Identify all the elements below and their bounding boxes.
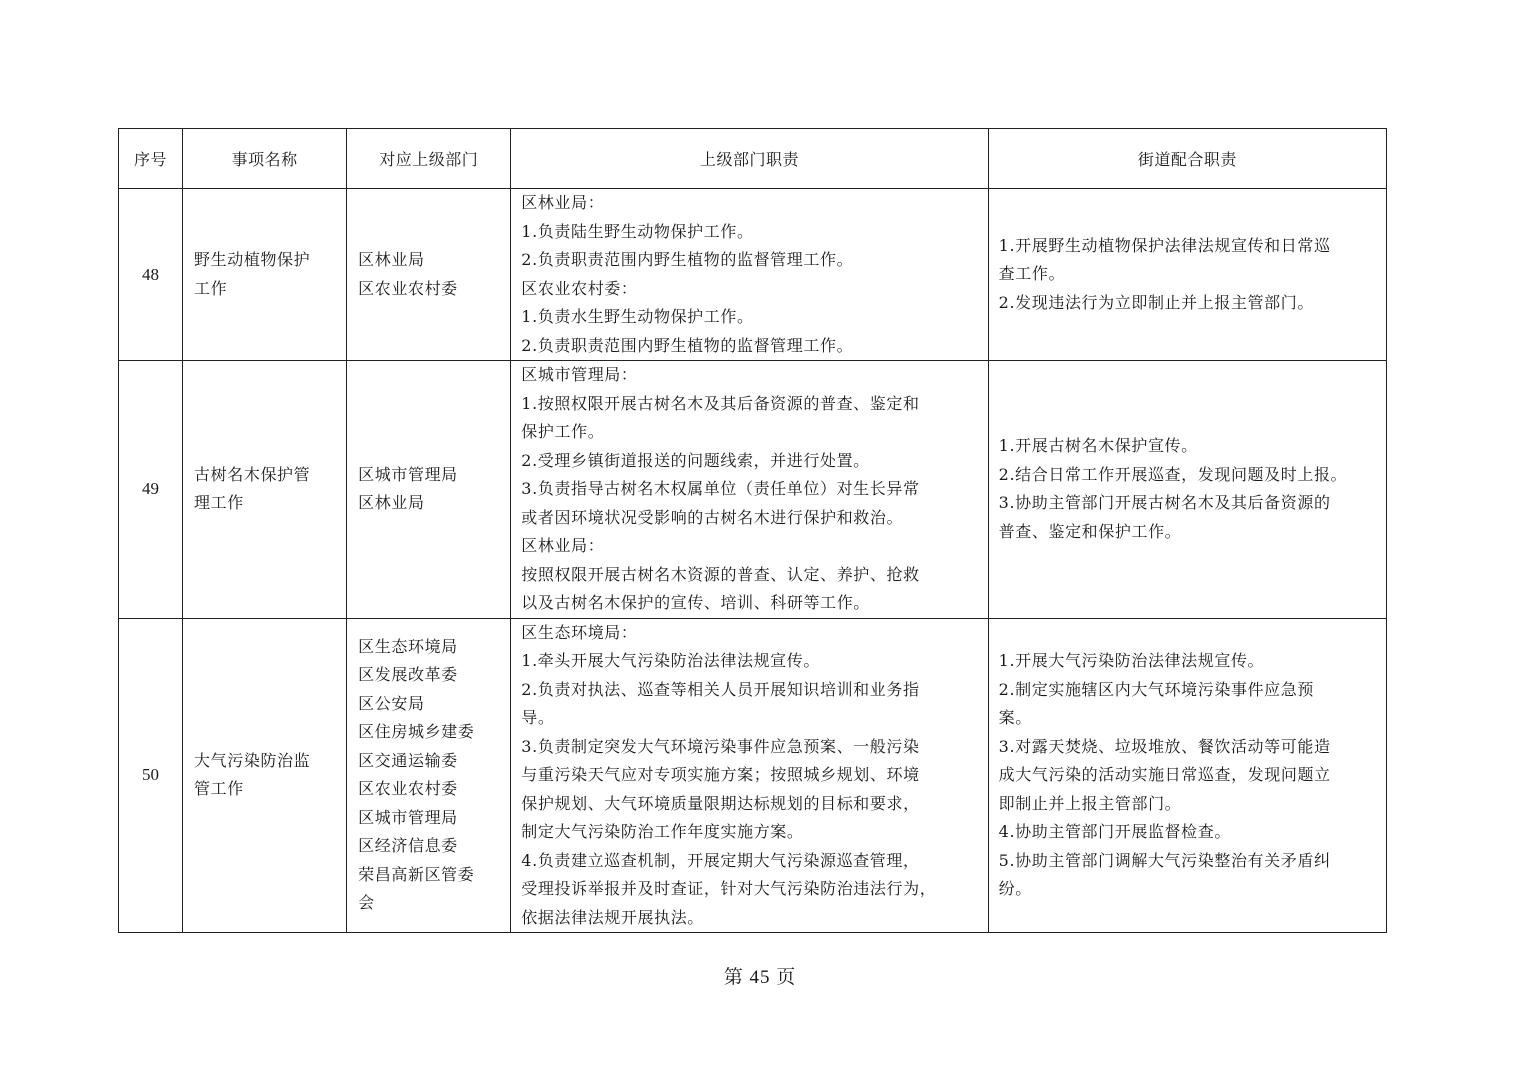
text-line: 纷。 (998, 879, 1032, 898)
text-line: 区生态环境局： (521, 622, 638, 642)
text-line: 区农业农村委 (358, 278, 458, 298)
text-line: 古树名木保护管 (194, 464, 311, 484)
text-line: 区交通运输委 (358, 750, 458, 770)
text-line: 理工作 (194, 493, 244, 513)
header-item-name: 事项名称 (183, 129, 347, 189)
text-line: 保护工作。 (521, 422, 605, 441)
row-superior-duty (511, 618, 988, 933)
text-line: 区生态环境局 (358, 636, 458, 656)
text-line: 大气污染防治监 (194, 750, 311, 770)
row-seq: 50 (119, 618, 183, 933)
text-line: 管工作 (194, 779, 244, 799)
text-line: 导。 (521, 708, 555, 727)
text-line: 4.负责建立巡查机制，开展定期大气污染源巡查管理， (521, 850, 920, 870)
text-line: 即制止并上报主管部门。 (998, 793, 1182, 813)
text-line: 受理投诉举报并及时查证，针对大气污染防治违法行为， (521, 879, 937, 898)
text-line: 区发展改革委 (358, 665, 458, 685)
text-line: 保护规划、大气环境质量限期达标规划的目标和要求， (521, 793, 920, 813)
text-line: 查工作。 (998, 264, 1066, 284)
text-line: 5.协助主管部门调解大气污染整治有关矛盾纠 (998, 850, 1331, 870)
text-line: 2.受理乡镇街道报送的问题线索，并进行处置。 (521, 450, 870, 470)
text-line: 野生动植物保护 (194, 250, 311, 269)
row-superior-dept (347, 361, 511, 619)
row-superior-dept (347, 618, 511, 933)
text-line: 2.负责职责范围内野生植物的监督管理工作。 (521, 250, 854, 269)
text-line: 3.对露天焚烧、垃圾堆放、餐饮活动等可能造 (998, 736, 1331, 756)
row-item-name (183, 189, 347, 361)
text-line: 区城市管理局 (358, 464, 458, 484)
text-line: 以及古树名木保护的宣传、培训、科研等工作。 (521, 593, 870, 612)
text-line: 2.制定实施辖区内大气环境污染事件应急预 (998, 679, 1314, 699)
row-street-duty (988, 618, 1386, 933)
text-line: 依据法律法规开展执法。 (521, 907, 704, 927)
text-line: 3.负责制定突发大气环境污染事件应急预案、一般污染 (521, 736, 920, 756)
text-line: 1.开展野生动植物保护法律法规宣传和日常巡 (998, 235, 1331, 255)
text-line: 区住房城乡建委 (358, 722, 475, 742)
text-line: 4.协助主管部门开展监督检查。 (998, 822, 1231, 841)
text-line: 2.结合日常工作开展巡查，发现问题及时上报。 (998, 464, 1348, 484)
text-line: 1.按照权限开展古树名木及其后备资源的普查、鉴定和 (521, 393, 920, 413)
text-line: 区经济信息委 (358, 836, 458, 856)
row-superior-dept (347, 189, 511, 361)
text-line: 会 (358, 893, 375, 913)
text-line: 3.负责指导古树名木权属单位（责任单位）对生长异常 (521, 479, 920, 498)
text-line: 1.负责水生野生动物保护工作。 (521, 307, 754, 326)
text-line: 1.负责陆生野生动物保护工作。 (521, 221, 754, 241)
header-row (119, 129, 1387, 189)
text-line: 区城市管理局 (358, 807, 458, 827)
header-superior-duty: 上级部门职责 (511, 129, 988, 189)
text-line: 区城市管理局： (521, 365, 638, 384)
text-line: 区公安局 (358, 693, 425, 713)
text-line: 3.协助主管部门开展古树名木及其后备资源的 (998, 493, 1331, 513)
row-street-duty (988, 361, 1386, 619)
text-line: 工作 (194, 278, 228, 298)
table-header (119, 129, 1387, 189)
responsibility-table (118, 128, 1387, 933)
text-line: 荣昌高新区管委 (358, 864, 475, 884)
row-item-name (183, 618, 347, 933)
table-row (119, 189, 1387, 361)
row-superior-duty (511, 189, 988, 361)
row-item-name (183, 361, 347, 619)
text-line: 2.负责职责范围内野生植物的监督管理工作。 (521, 335, 854, 355)
text-line: 区农业农村委 (358, 779, 458, 799)
table-row (119, 618, 1387, 933)
table-body (119, 189, 1387, 933)
row-seq: 48 (119, 189, 183, 361)
text-line: 成大气污染的活动实施日常巡查，发现问题立 (998, 765, 1331, 784)
row-superior-duty (511, 361, 988, 619)
text-line: 1.开展古树名木保护宣传。 (998, 436, 1198, 456)
text-line: 1.开展大气污染防治法律法规宣传。 (998, 651, 1265, 670)
header-superior-dept: 对应上级部门 (347, 129, 511, 189)
table-row (119, 361, 1387, 619)
text-line: 按照权限开展古树名木资源的普查、认定、养护、抢救 (521, 564, 920, 584)
row-seq: 49 (119, 361, 183, 619)
page-number: 第 45 页 (723, 967, 797, 988)
text-line: 案。 (998, 708, 1032, 727)
header-seq: 序号 (119, 129, 183, 189)
text-line: 与重污染天气应对专项实施方案；按照城乡规划、环境 (521, 765, 920, 784)
text-line: 1.牵头开展大气污染防治法律法规宣传。 (521, 651, 820, 670)
text-line: 制定大气污染防治工作年度实施方案。 (521, 822, 804, 841)
text-line: 或者因环境状况受影响的古树名木进行保护和救治。 (521, 507, 904, 527)
text-line: 区林业局： (521, 193, 605, 212)
text-line: 区林业局 (358, 493, 425, 513)
text-line: 2.负责对执法、巡查等相关人员开展知识培训和业务指 (521, 679, 920, 699)
text-line: 普查、鉴定和保护工作。 (998, 521, 1182, 541)
header-street-duty: 街道配合职责 (988, 129, 1386, 189)
text-line: 区林业局： (521, 536, 605, 555)
row-street-duty (988, 189, 1386, 361)
text-line: 2.发现违法行为立即制止并上报主管部门。 (998, 292, 1314, 312)
text-line: 区林业局 (358, 250, 425, 269)
text-line: 区农业农村委： (521, 278, 638, 298)
